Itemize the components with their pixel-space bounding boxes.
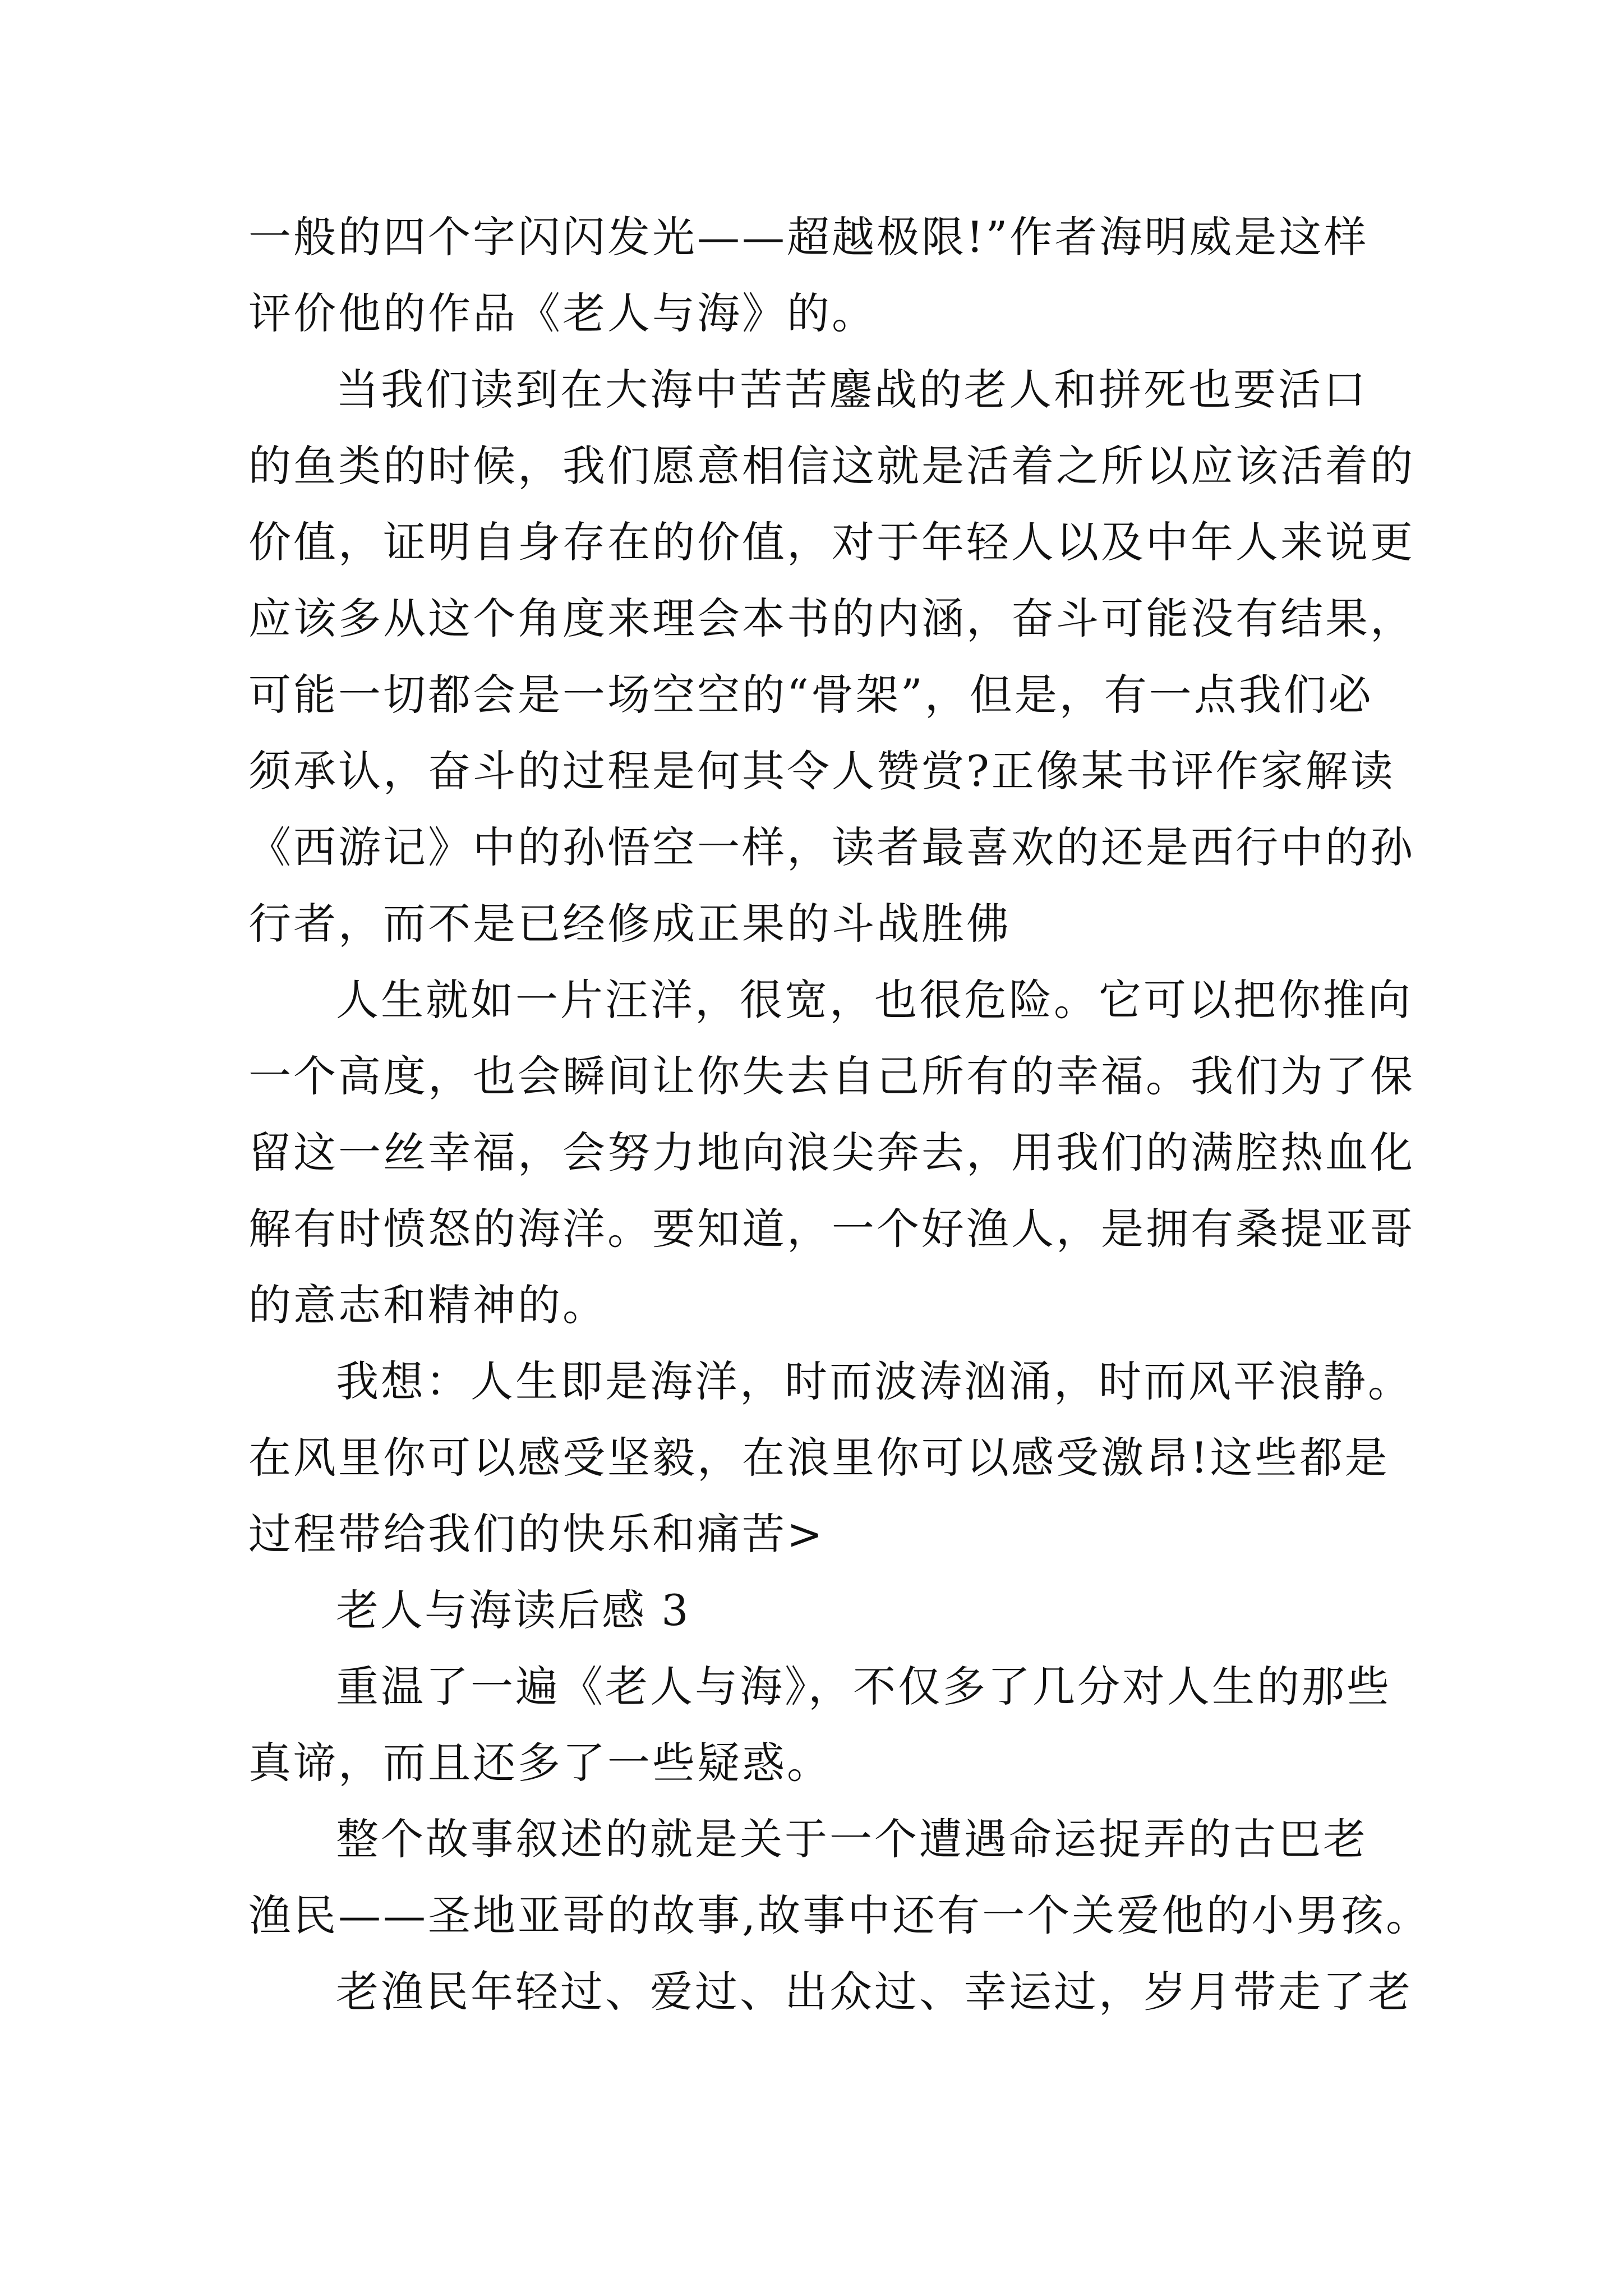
text-line: 行者，而不是已经修成正果的斗战胜佛: [248, 899, 1011, 949]
text-line: 解有时愤怒的海洋。要知道，一个好渔人，是拥有桑提亚哥: [248, 1204, 1415, 1254]
text-line: 渔民——圣地亚哥的故事,故事中还有一个关爱他的小男孩。: [248, 1890, 1431, 1940]
paragraph-start: 重温了一遍《老人与海》，不仅多了几分对人生的那些: [336, 1662, 1391, 1711]
text-line: 在风里你可以感受坚毅，在浪里你可以感受激昂!这些都是: [248, 1433, 1390, 1483]
text-line: 价值，证明自身存在的价值，对于年轻人以及中年人来说更: [248, 517, 1415, 567]
paragraph-start: 整个故事叙述的就是关于一个遭遇命运捉弄的古巴老: [336, 1814, 1368, 1864]
text-line: 的鱼类的时候，我们愿意相信这就是活着之所以应该活着的: [248, 441, 1415, 491]
text-line: 一般的四个字闪闪发光——超越极限!”作者海明威是这样: [248, 212, 1369, 262]
text-line: 过程带给我们的快乐和痛苦>: [248, 1509, 825, 1559]
section-heading: 老人与海读后感 3: [336, 1585, 690, 1635]
text-line: 须承认，奋斗的过程是何其令人赞赏?正像某书评作家解读: [248, 746, 1395, 796]
text-line: 《西游记》中的孙悟空一样，读者最喜欢的还是西行中的孙: [248, 822, 1415, 872]
paragraph-start: 人生就如一片汪洋，很宽，也很危险。它可以把你推向: [336, 975, 1413, 1025]
text-line: 的意志和精神的。: [248, 1280, 607, 1330]
text-line: 应该多从这个角度来理会本书的内涵，奋斗可能没有结果，: [248, 593, 1415, 643]
text-line: 留这一丝幸福，会努力地向浪尖奔去，用我们的满腔热血化: [248, 1128, 1415, 1177]
text-line: 评价他的作品《老人与海》的。: [248, 288, 877, 338]
text-line: 一个高度，也会瞬间让你失去自己所有的幸福。我们为了保: [248, 1051, 1415, 1101]
text-line: 真谛，而且还多了一些疑惑。: [248, 1738, 832, 1788]
paragraph-start: 老渔民年轻过、爱过、出众过、幸运过，岁月带走了老: [336, 1967, 1413, 2017]
paragraph-start: 我想：人生即是海洋，时而波涛汹涌，时而风平浪静。: [336, 1356, 1413, 1406]
text-line: 可能一切都会是一场空空的“骨架”，但是，有一点我们必: [248, 670, 1373, 720]
paragraph-start: 当我们读到在大海中苦苦鏖战的老人和拼死也要活口: [336, 365, 1368, 415]
document-body: [248, 199, 1431, 2030]
